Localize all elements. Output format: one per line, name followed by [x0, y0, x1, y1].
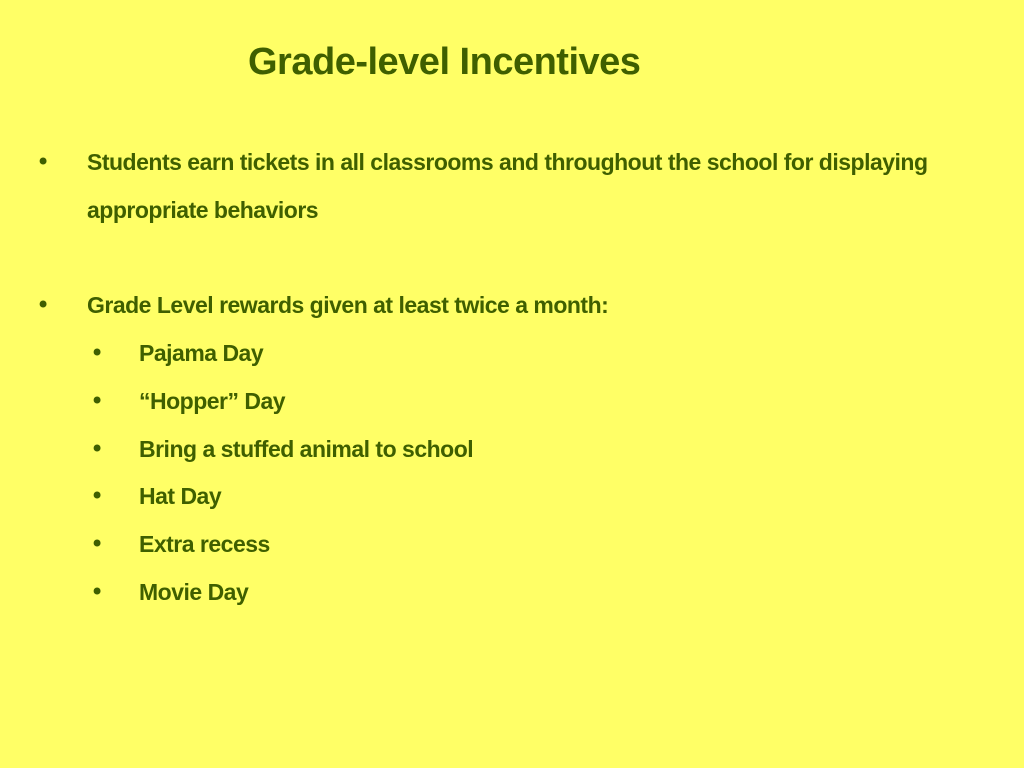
sub-item-extra-recess: Extra recess [139, 531, 270, 557]
sub-bullet-icon: • [90, 578, 105, 606]
sub-item-movie-day: Movie Day [139, 579, 249, 605]
sub-item-stuffed-animal: Bring a stuffed animal to school [139, 436, 474, 462]
sub-item-hopper-day: “Hopper” Day [139, 388, 286, 414]
bullet-text-tickets: Students earn tickets in all classrooms and throughout the school for displaying appropriate behaviors [87, 149, 928, 223]
sub-bullet-icon: • [90, 387, 105, 415]
sub-bullet-icon: • [90, 339, 105, 367]
sub-bullet-icon: • [90, 482, 105, 510]
sub-bullet-icon: • [90, 435, 105, 463]
bullet-text-rewards: Grade Level rewards given at least twice a month: [87, 292, 609, 318]
slide-title: Grade-level Incentives [248, 41, 641, 83]
sub-bullet-icon: • [90, 530, 105, 558]
bullet-icon: • [36, 291, 51, 319]
sub-item-pajama-day: Pajama Day [139, 340, 264, 366]
bullet-icon: • [36, 148, 51, 176]
sub-item-hat-day: Hat Day [139, 483, 222, 509]
